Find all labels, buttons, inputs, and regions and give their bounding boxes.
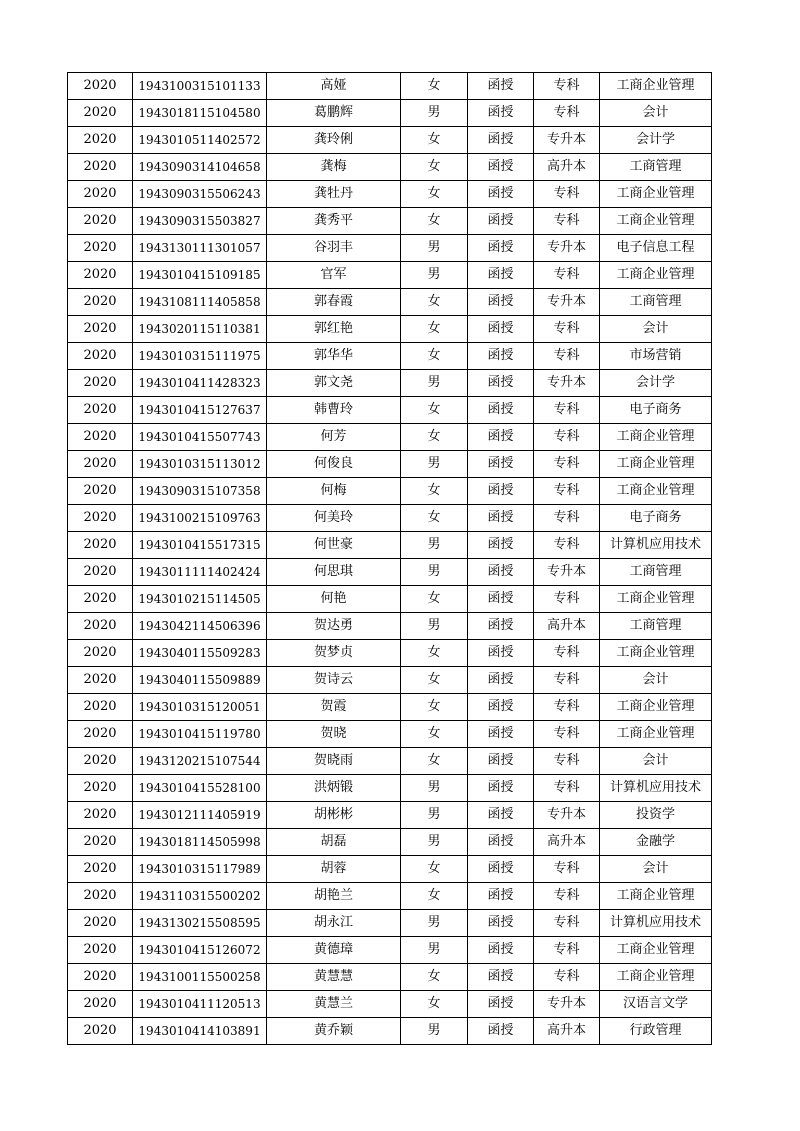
year-cell: 2020 [68, 856, 133, 883]
major-cell: 会计 [600, 667, 712, 694]
gender-cell: 女 [401, 397, 468, 424]
study-mode-cell: 函授 [468, 505, 534, 532]
student-id-cell: 1943011111402424 [133, 559, 267, 586]
major-cell: 会计学 [600, 370, 712, 397]
student-id-cell: 1943010415528100 [133, 775, 267, 802]
study-mode-cell: 函授 [468, 694, 534, 721]
gender-cell: 男 [401, 937, 468, 964]
student-id-cell: 1943020115110381 [133, 316, 267, 343]
name-cell: 黄德璋 [267, 937, 401, 964]
level-cell: 专升本 [534, 235, 600, 262]
table-row [68, 397, 712, 424]
gender-cell: 男 [401, 235, 468, 262]
table-row [68, 451, 712, 478]
table-body [68, 73, 712, 1045]
study-mode-cell: 函授 [468, 964, 534, 991]
level-cell: 专升本 [534, 127, 600, 154]
major-cell: 汉语言文学 [600, 991, 712, 1018]
level-cell: 专科 [534, 721, 600, 748]
student-id-cell: 1943040115509283 [133, 640, 267, 667]
major-cell: 工商企业管理 [600, 478, 712, 505]
study-mode-cell: 函授 [468, 208, 534, 235]
student-id-cell: 1943018115104580 [133, 100, 267, 127]
student-id-cell: 1943010415507743 [133, 424, 267, 451]
gender-cell: 女 [401, 883, 468, 910]
major-cell: 会计 [600, 316, 712, 343]
level-cell: 专升本 [534, 370, 600, 397]
study-mode-cell: 函授 [468, 532, 534, 559]
level-cell: 专升本 [534, 289, 600, 316]
table-row [68, 991, 712, 1018]
year-cell: 2020 [68, 154, 133, 181]
year-cell: 2020 [68, 370, 133, 397]
student-id-cell: 1943130111301057 [133, 235, 267, 262]
level-cell: 专科 [534, 208, 600, 235]
level-cell: 专科 [534, 964, 600, 991]
table-row [68, 883, 712, 910]
student-id-cell: 1943010411120513 [133, 991, 267, 1018]
gender-cell: 男 [401, 775, 468, 802]
level-cell: 专科 [534, 316, 600, 343]
student-id-cell: 1943090315503827 [133, 208, 267, 235]
student-id-cell: 1943010215114505 [133, 586, 267, 613]
year-cell: 2020 [68, 910, 133, 937]
major-cell: 会计学 [600, 127, 712, 154]
major-cell: 计算机应用技术 [600, 532, 712, 559]
major-cell: 电子商务 [600, 505, 712, 532]
study-mode-cell: 函授 [468, 289, 534, 316]
name-cell: 何艳 [267, 586, 401, 613]
major-cell: 计算机应用技术 [600, 775, 712, 802]
study-mode-cell: 函授 [468, 397, 534, 424]
level-cell: 专科 [534, 424, 600, 451]
year-cell: 2020 [68, 127, 133, 154]
major-cell: 工商企业管理 [600, 262, 712, 289]
name-cell: 贺霞 [267, 694, 401, 721]
name-cell: 贺达勇 [267, 613, 401, 640]
year-cell: 2020 [68, 883, 133, 910]
student-roster-table [67, 72, 712, 1045]
name-cell: 龚秀平 [267, 208, 401, 235]
table-row [68, 181, 712, 208]
major-cell: 金融学 [600, 829, 712, 856]
major-cell: 工商企业管理 [600, 964, 712, 991]
student-id-cell: 1943010315117989 [133, 856, 267, 883]
name-cell: 何思琪 [267, 559, 401, 586]
study-mode-cell: 函授 [468, 829, 534, 856]
name-cell: 洪炳锻 [267, 775, 401, 802]
major-cell: 计算机应用技术 [600, 910, 712, 937]
name-cell: 胡磊 [267, 829, 401, 856]
gender-cell: 女 [401, 856, 468, 883]
name-cell: 郭春霞 [267, 289, 401, 316]
table-row [68, 640, 712, 667]
gender-cell: 女 [401, 343, 468, 370]
study-mode-cell: 函授 [468, 235, 534, 262]
major-cell: 工商企业管理 [600, 694, 712, 721]
study-mode-cell: 函授 [468, 640, 534, 667]
name-cell: 贺诗云 [267, 667, 401, 694]
major-cell: 工商企业管理 [600, 73, 712, 100]
gender-cell: 男 [401, 262, 468, 289]
year-cell: 2020 [68, 964, 133, 991]
table-row [68, 829, 712, 856]
year-cell: 2020 [68, 235, 133, 262]
year-cell: 2020 [68, 262, 133, 289]
table-row [68, 1018, 712, 1045]
student-id-cell: 1943010415126072 [133, 937, 267, 964]
gender-cell: 女 [401, 748, 468, 775]
level-cell: 专科 [534, 640, 600, 667]
gender-cell: 女 [401, 289, 468, 316]
table-row [68, 559, 712, 586]
table-row [68, 802, 712, 829]
study-mode-cell: 函授 [468, 802, 534, 829]
level-cell: 专升本 [534, 991, 600, 1018]
student-id-cell: 1943018114505998 [133, 829, 267, 856]
gender-cell: 男 [401, 910, 468, 937]
level-cell: 高升本 [534, 829, 600, 856]
study-mode-cell: 函授 [468, 559, 534, 586]
level-cell: 专科 [534, 883, 600, 910]
study-mode-cell: 函授 [468, 478, 534, 505]
study-mode-cell: 函授 [468, 424, 534, 451]
student-id-cell: 1943090315107358 [133, 478, 267, 505]
student-id-cell: 1943110315500202 [133, 883, 267, 910]
table-row [68, 505, 712, 532]
level-cell: 专升本 [534, 802, 600, 829]
study-mode-cell: 函授 [468, 937, 534, 964]
gender-cell: 男 [401, 613, 468, 640]
level-cell: 专科 [534, 73, 600, 100]
table-row [68, 586, 712, 613]
year-cell: 2020 [68, 289, 133, 316]
table-row [68, 370, 712, 397]
student-id-cell: 1943010415127637 [133, 397, 267, 424]
name-cell: 郭文尧 [267, 370, 401, 397]
name-cell: 黄乔颖 [267, 1018, 401, 1045]
study-mode-cell: 函授 [468, 613, 534, 640]
student-id-cell: 1943010411428323 [133, 370, 267, 397]
gender-cell: 女 [401, 208, 468, 235]
major-cell: 电子商务 [600, 397, 712, 424]
level-cell: 高升本 [534, 154, 600, 181]
major-cell: 电子信息工程 [600, 235, 712, 262]
level-cell: 专科 [534, 775, 600, 802]
level-cell: 专科 [534, 532, 600, 559]
year-cell: 2020 [68, 73, 133, 100]
study-mode-cell: 函授 [468, 154, 534, 181]
major-cell: 工商企业管理 [600, 586, 712, 613]
student-id-cell: 1943010414103891 [133, 1018, 267, 1045]
study-mode-cell: 函授 [468, 883, 534, 910]
major-cell: 工商管理 [600, 613, 712, 640]
gender-cell: 女 [401, 73, 468, 100]
gender-cell: 男 [401, 100, 468, 127]
gender-cell: 女 [401, 424, 468, 451]
study-mode-cell: 函授 [468, 181, 534, 208]
gender-cell: 男 [401, 829, 468, 856]
name-cell: 胡彬彬 [267, 802, 401, 829]
student-id-cell: 1943010315111975 [133, 343, 267, 370]
gender-cell: 女 [401, 667, 468, 694]
student-id-cell: 1943010315113012 [133, 451, 267, 478]
major-cell: 会计 [600, 100, 712, 127]
name-cell: 何芳 [267, 424, 401, 451]
level-cell: 专科 [534, 694, 600, 721]
year-cell: 2020 [68, 451, 133, 478]
student-id-cell: 1943042114506396 [133, 613, 267, 640]
table-row [68, 613, 712, 640]
level-cell: 专科 [534, 343, 600, 370]
year-cell: 2020 [68, 829, 133, 856]
table-row [68, 856, 712, 883]
student-id-cell: 1943010511402572 [133, 127, 267, 154]
year-cell: 2020 [68, 667, 133, 694]
name-cell: 龚玲俐 [267, 127, 401, 154]
year-cell: 2020 [68, 397, 133, 424]
study-mode-cell: 函授 [468, 316, 534, 343]
level-cell: 专科 [534, 181, 600, 208]
table-row [68, 154, 712, 181]
name-cell: 黄慧兰 [267, 991, 401, 1018]
student-id-cell: 1943130215508595 [133, 910, 267, 937]
year-cell: 2020 [68, 424, 133, 451]
level-cell: 专升本 [534, 559, 600, 586]
student-id-cell: 1943090314104658 [133, 154, 267, 181]
table-row [68, 208, 712, 235]
study-mode-cell: 函授 [468, 748, 534, 775]
year-cell: 2020 [68, 100, 133, 127]
name-cell: 何美玲 [267, 505, 401, 532]
year-cell: 2020 [68, 694, 133, 721]
name-cell: 何梅 [267, 478, 401, 505]
level-cell: 专科 [534, 100, 600, 127]
level-cell: 专科 [534, 451, 600, 478]
level-cell: 专科 [534, 586, 600, 613]
table-row [68, 775, 712, 802]
major-cell: 工商企业管理 [600, 424, 712, 451]
level-cell: 专科 [534, 910, 600, 937]
study-mode-cell: 函授 [468, 100, 534, 127]
student-id-cell: 1943010415517315 [133, 532, 267, 559]
year-cell: 2020 [68, 505, 133, 532]
student-id-cell: 1943100115500258 [133, 964, 267, 991]
year-cell: 2020 [68, 181, 133, 208]
table-row [68, 262, 712, 289]
gender-cell: 女 [401, 964, 468, 991]
year-cell: 2020 [68, 316, 133, 343]
name-cell: 韩曹玲 [267, 397, 401, 424]
table-row [68, 289, 712, 316]
year-cell: 2020 [68, 613, 133, 640]
gender-cell: 女 [401, 154, 468, 181]
student-id-cell: 1943090315506243 [133, 181, 267, 208]
name-cell: 何俊良 [267, 451, 401, 478]
gender-cell: 女 [401, 505, 468, 532]
gender-cell: 女 [401, 721, 468, 748]
study-mode-cell: 函授 [468, 1018, 534, 1045]
year-cell: 2020 [68, 586, 133, 613]
study-mode-cell: 函授 [468, 991, 534, 1018]
level-cell: 专科 [534, 937, 600, 964]
level-cell: 专科 [534, 262, 600, 289]
gender-cell: 女 [401, 316, 468, 343]
name-cell: 贺晓雨 [267, 748, 401, 775]
study-mode-cell: 函授 [468, 262, 534, 289]
gender-cell: 女 [401, 991, 468, 1018]
major-cell: 工商企业管理 [600, 883, 712, 910]
student-id-cell: 1943040115509889 [133, 667, 267, 694]
year-cell: 2020 [68, 478, 133, 505]
gender-cell: 女 [401, 181, 468, 208]
level-cell: 专科 [534, 856, 600, 883]
year-cell: 2020 [68, 208, 133, 235]
table-row [68, 748, 712, 775]
name-cell: 谷羽丰 [267, 235, 401, 262]
study-mode-cell: 函授 [468, 370, 534, 397]
major-cell: 工商企业管理 [600, 181, 712, 208]
major-cell: 工商企业管理 [600, 208, 712, 235]
gender-cell: 女 [401, 586, 468, 613]
level-cell: 专科 [534, 748, 600, 775]
level-cell: 高升本 [534, 613, 600, 640]
major-cell: 会计 [600, 856, 712, 883]
table-row [68, 127, 712, 154]
table-row [68, 100, 712, 127]
gender-cell: 男 [401, 1018, 468, 1045]
name-cell: 龚牡丹 [267, 181, 401, 208]
student-id-cell: 1943010315120051 [133, 694, 267, 721]
year-cell: 2020 [68, 721, 133, 748]
name-cell: 胡艳兰 [267, 883, 401, 910]
table-row [68, 235, 712, 262]
gender-cell: 男 [401, 451, 468, 478]
name-cell: 贺梦贞 [267, 640, 401, 667]
year-cell: 2020 [68, 343, 133, 370]
table-row [68, 424, 712, 451]
major-cell: 会计 [600, 748, 712, 775]
study-mode-cell: 函授 [468, 127, 534, 154]
gender-cell: 女 [401, 478, 468, 505]
year-cell: 2020 [68, 802, 133, 829]
table-row [68, 343, 712, 370]
study-mode-cell: 函授 [468, 856, 534, 883]
study-mode-cell: 函授 [468, 586, 534, 613]
year-cell: 2020 [68, 991, 133, 1018]
study-mode-cell: 函授 [468, 667, 534, 694]
table-row [68, 667, 712, 694]
table-row [68, 532, 712, 559]
year-cell: 2020 [68, 640, 133, 667]
name-cell: 贺晓 [267, 721, 401, 748]
major-cell: 工商企业管理 [600, 451, 712, 478]
year-cell: 2020 [68, 532, 133, 559]
name-cell: 何世豪 [267, 532, 401, 559]
study-mode-cell: 函授 [468, 73, 534, 100]
name-cell: 龚梅 [267, 154, 401, 181]
name-cell: 葛鹏辉 [267, 100, 401, 127]
year-cell: 2020 [68, 937, 133, 964]
gender-cell: 男 [401, 559, 468, 586]
study-mode-cell: 函授 [468, 721, 534, 748]
gender-cell: 男 [401, 370, 468, 397]
student-id-cell: 1943012111405919 [133, 802, 267, 829]
student-id-cell: 1943010415109185 [133, 262, 267, 289]
major-cell: 投资学 [600, 802, 712, 829]
gender-cell: 女 [401, 694, 468, 721]
student-id-cell: 1943108111405858 [133, 289, 267, 316]
student-id-cell: 1943120215107544 [133, 748, 267, 775]
gender-cell: 男 [401, 802, 468, 829]
name-cell: 郭红艳 [267, 316, 401, 343]
table-row [68, 478, 712, 505]
table-row [68, 694, 712, 721]
year-cell: 2020 [68, 748, 133, 775]
student-id-cell: 1943100215109763 [133, 505, 267, 532]
level-cell: 专科 [534, 667, 600, 694]
major-cell: 工商管理 [600, 289, 712, 316]
student-id-cell: 1943100315101133 [133, 73, 267, 100]
name-cell: 高娅 [267, 73, 401, 100]
table-row [68, 964, 712, 991]
level-cell: 高升本 [534, 1018, 600, 1045]
study-mode-cell: 函授 [468, 775, 534, 802]
gender-cell: 男 [401, 532, 468, 559]
study-mode-cell: 函授 [468, 910, 534, 937]
level-cell: 专科 [534, 505, 600, 532]
table-row [68, 910, 712, 937]
name-cell: 官军 [267, 262, 401, 289]
name-cell: 胡永江 [267, 910, 401, 937]
name-cell: 黄慧慧 [267, 964, 401, 991]
name-cell: 胡蓉 [267, 856, 401, 883]
major-cell: 工商管理 [600, 154, 712, 181]
major-cell: 工商管理 [600, 559, 712, 586]
major-cell: 工商企业管理 [600, 937, 712, 964]
table-row [68, 937, 712, 964]
gender-cell: 女 [401, 127, 468, 154]
gender-cell: 女 [401, 640, 468, 667]
year-cell: 2020 [68, 775, 133, 802]
name-cell: 郭华华 [267, 343, 401, 370]
table-row [68, 721, 712, 748]
table-row [68, 73, 712, 100]
major-cell: 行政管理 [600, 1018, 712, 1045]
table-row [68, 316, 712, 343]
level-cell: 专科 [534, 397, 600, 424]
level-cell: 专科 [534, 478, 600, 505]
major-cell: 市场营销 [600, 343, 712, 370]
student-id-cell: 1943010415119780 [133, 721, 267, 748]
major-cell: 工商企业管理 [600, 640, 712, 667]
study-mode-cell: 函授 [468, 451, 534, 478]
year-cell: 2020 [68, 559, 133, 586]
study-mode-cell: 函授 [468, 343, 534, 370]
year-cell: 2020 [68, 1018, 133, 1045]
major-cell: 工商企业管理 [600, 721, 712, 748]
